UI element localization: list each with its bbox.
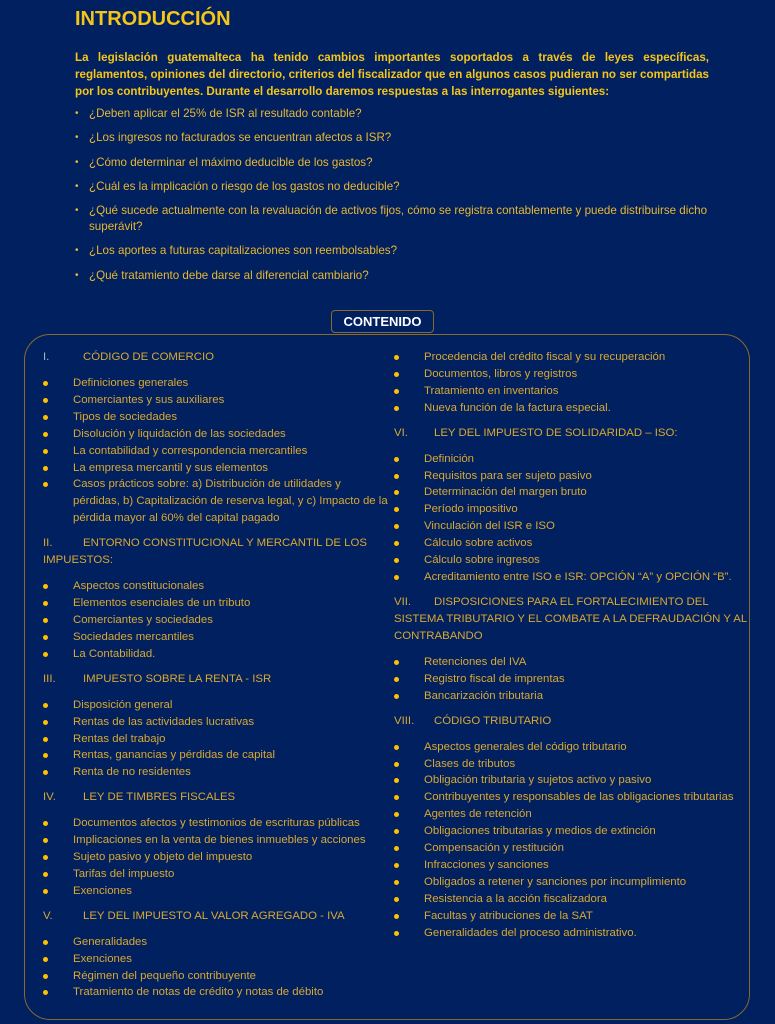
topic-text: Vinculación del ISR e ISO xyxy=(424,520,555,533)
bullet-icon xyxy=(43,974,48,979)
bullet-icon xyxy=(394,474,399,479)
bullet-icon xyxy=(43,652,48,657)
topic-item xyxy=(43,883,388,900)
topic-text: Generalidades del proceso administrativo. xyxy=(424,926,637,939)
topic-text: Sujeto pasivo y objeto del impuesto xyxy=(73,851,253,864)
bullet-icon xyxy=(43,737,48,742)
bullet-icon xyxy=(394,762,399,767)
topic-text: Tratamiento en inventarios xyxy=(424,384,559,397)
bullet-icon: • xyxy=(75,132,79,144)
topic-item xyxy=(43,629,388,646)
bullet-icon xyxy=(394,846,399,851)
section-title: ENTORNO CONSTITUCIONAL Y MERCANTIL DE LOS IMPUESTOS: xyxy=(43,537,367,567)
bullet-icon: • xyxy=(75,245,79,257)
topic-text: Facultas y atribuciones de la SAT xyxy=(424,909,593,922)
question-text: ¿Deben aplicar el 25% de ISR al resultado contable? xyxy=(89,107,362,120)
section-heading xyxy=(43,671,388,688)
topic-text: Sociedades mercantiles xyxy=(73,630,194,643)
section-number: I. xyxy=(43,351,50,363)
topic-item xyxy=(394,349,754,366)
topic-text: Clases de tributos xyxy=(424,757,516,770)
section-title: LEY DE TIMBRES FISCALES xyxy=(83,791,236,804)
section-number: V. xyxy=(43,909,53,922)
bullet-icon xyxy=(43,940,48,945)
topic-item xyxy=(43,392,388,409)
topic-item xyxy=(394,501,754,518)
section-heading xyxy=(43,535,388,569)
topic-item xyxy=(394,891,754,908)
topic-text: Obligación tributaria y sujetos activo y pasivo xyxy=(424,774,652,787)
topic-item xyxy=(43,460,388,477)
bullet-icon xyxy=(394,490,399,495)
topic-item xyxy=(394,569,754,586)
topic-text: Cálculo sobre activos xyxy=(424,537,533,550)
bullet-icon xyxy=(43,821,48,826)
topic-text: Agentes de retención xyxy=(424,808,532,821)
bullet-icon xyxy=(43,601,48,606)
bullet-icon xyxy=(394,406,399,411)
section-title: IMPUESTO SOBRE LA RENTA - ISR xyxy=(83,672,272,685)
intro-paragraph: La legislación guatemalteca ha tenido cambios importantes soportados a través de leyes específicas, reglamentos, opiniones del directorio, criterios del fiscalizador que en algunos casos pudieran no ser compartidas por los contribuyentes. Durante el desarrollo daremos respuestas a las interrogantes siguientes: xyxy=(75,51,709,98)
section-heading xyxy=(43,349,388,366)
bullet-icon xyxy=(394,745,399,750)
topic-list xyxy=(43,578,388,663)
question-text: ¿Los aportes a futuras capitalizaciones son reembolsables? xyxy=(89,244,398,258)
section-number: IV. xyxy=(43,791,56,804)
question-item xyxy=(75,243,715,259)
topic-item xyxy=(394,451,754,468)
topic-text: Procedencia del crédito fiscal y su recuperación xyxy=(424,351,666,363)
topic-text: Contribuyentes y responsables de las obligaciones tributarias xyxy=(424,791,734,804)
section-number: III. xyxy=(43,672,56,685)
topic-item xyxy=(43,426,388,443)
bullet-icon xyxy=(394,677,399,682)
bullet-icon: • xyxy=(75,269,79,281)
topic-item xyxy=(394,654,754,671)
bullet-icon xyxy=(43,381,48,386)
topic-text: Comerciantes y sus auxiliares xyxy=(73,393,225,406)
bullet-icon xyxy=(43,957,48,962)
bullet-icon xyxy=(394,812,399,817)
topic-text: Definiciones generales xyxy=(73,377,189,389)
bullet-icon: • xyxy=(75,156,79,168)
topic-text: Generalidades xyxy=(73,935,148,948)
question-item xyxy=(75,130,715,146)
topic-item xyxy=(394,468,754,485)
bullet-icon xyxy=(43,415,48,420)
question-item xyxy=(75,106,715,122)
section-heading xyxy=(394,594,754,645)
topic-text: Tipos de sociedades xyxy=(73,410,178,423)
question-text: ¿Qué tratamiento debe darse al diferencial cambiario? xyxy=(89,268,369,282)
section-number: VI. xyxy=(394,426,408,439)
bullet-icon xyxy=(43,432,48,437)
bullet-icon xyxy=(394,694,399,699)
topic-text: Rentas de las actividades lucrativas xyxy=(73,715,255,728)
topic-list xyxy=(394,451,754,586)
topic-item xyxy=(394,806,754,823)
bullet-icon xyxy=(394,778,399,783)
topic-item xyxy=(43,968,388,985)
topic-list xyxy=(43,697,388,782)
topic-text: Nueva función de la factura especial. xyxy=(424,401,611,414)
contenido-label: CONTENIDO xyxy=(331,310,434,333)
topic-item xyxy=(43,832,388,849)
topic-text: Rentas, ganancias y pérdidas de capital xyxy=(73,749,275,762)
topic-item xyxy=(394,535,754,552)
bullet-icon: • xyxy=(75,180,79,192)
section-title: DISPOSICIONES PARA EL FORTALECIMIENTO DEL SISTEMA TRIBUTARIO Y EL COMBATE A LA DEFRAUDACIÓN Y AL CONTRABANDO xyxy=(394,595,747,642)
topic-item xyxy=(394,925,754,942)
bullet-icon xyxy=(43,990,48,995)
section-title: CÓDIGO DE COMERCIO xyxy=(83,351,214,363)
questions-list xyxy=(75,106,715,292)
topic-list xyxy=(394,739,754,942)
bullet-icon xyxy=(394,829,399,834)
topic-item xyxy=(394,739,754,756)
topic-text: Disolución y liquidación de las sociedades xyxy=(73,427,286,440)
topic-item xyxy=(43,731,388,748)
topic-text: Renta de no residentes xyxy=(73,766,191,779)
bullet-icon xyxy=(43,482,48,487)
bullet-icon xyxy=(43,855,48,860)
topic-item xyxy=(394,518,754,535)
topic-text: Rentas del trabajo xyxy=(73,732,166,745)
topic-item xyxy=(43,578,388,595)
topic-text: Obligaciones tributarias y medios de extinción xyxy=(424,825,656,838)
topic-item xyxy=(394,688,754,705)
topic-item xyxy=(43,815,388,832)
topic-text: Casos prácticos sobre: a) Distribución de utilidades y pérdidas, b) Capitalización de reserva legal, y c) Impacto de la pérdida mayor al 60% del capital pagado xyxy=(73,478,388,525)
topic-item xyxy=(394,840,754,857)
bullet-icon xyxy=(394,558,399,563)
topic-text: Requisitos para ser sujeto pasivo xyxy=(424,469,592,482)
section-number: II. xyxy=(43,537,53,550)
topic-text: Período impositivo xyxy=(424,503,518,516)
topic-item xyxy=(394,857,754,874)
question-text: ¿Cuál es la implicación o riesgo de los gastos no deducible? xyxy=(89,179,400,193)
section-number: VII. xyxy=(394,595,412,608)
topic-item xyxy=(394,366,754,383)
topic-item xyxy=(394,772,754,789)
topic-text: La Contabilidad. xyxy=(73,647,156,660)
bullet-icon xyxy=(43,398,48,403)
bullet-icon xyxy=(43,720,48,725)
topic-item xyxy=(394,552,754,569)
topic-text: La empresa mercantil y sus elementos xyxy=(73,461,268,474)
section-heading xyxy=(43,789,388,806)
topic-text: Exenciones xyxy=(73,884,132,897)
bullet-icon xyxy=(394,880,399,885)
bullet-icon xyxy=(394,795,399,800)
topic-text: Disposición general xyxy=(73,698,173,711)
bullet-icon xyxy=(394,931,399,936)
topic-item xyxy=(394,908,754,925)
topic-item xyxy=(43,764,388,781)
contents-left-column xyxy=(43,349,388,1009)
section-title: CÓDIGO TRIBUTARIO xyxy=(434,714,552,727)
question-item xyxy=(75,155,715,171)
bullet-icon xyxy=(43,753,48,758)
topic-item xyxy=(43,409,388,426)
bullet-icon xyxy=(43,872,48,877)
topic-text: Infracciones y sanciones xyxy=(424,858,549,871)
bullet-icon xyxy=(43,635,48,640)
topic-text: Tratamiento de notas de crédito y notas de débito xyxy=(73,986,324,999)
bullet-icon xyxy=(394,541,399,546)
section-heading xyxy=(394,425,754,442)
bullet-icon xyxy=(394,457,399,462)
bullet-icon xyxy=(394,507,399,512)
topic-text: Comerciantes y sociedades xyxy=(73,613,213,626)
topic-item xyxy=(43,747,388,764)
bullet-icon: • xyxy=(75,205,79,217)
topic-item xyxy=(394,874,754,891)
topic-item xyxy=(394,823,754,840)
topic-item xyxy=(43,984,388,1001)
bullet-icon xyxy=(43,770,48,775)
question-item xyxy=(75,203,715,235)
bullet-icon xyxy=(43,889,48,894)
topic-item xyxy=(43,951,388,968)
topic-text: Aspectos generales del código tributario xyxy=(424,740,627,753)
topic-item xyxy=(394,671,754,688)
topic-text: Obligados a retener y sanciones por incumplimiento xyxy=(424,875,687,888)
topic-item xyxy=(43,866,388,883)
bullet-icon xyxy=(394,897,399,902)
bullet-icon xyxy=(394,660,399,665)
topic-text: Elementos esenciales de un tributo xyxy=(73,597,251,610)
topic-item xyxy=(43,697,388,714)
question-text: ¿Cómo determinar el máximo deducible de los gastos? xyxy=(89,155,373,169)
topic-item xyxy=(394,756,754,773)
bullet-icon xyxy=(394,863,399,868)
contents-right-column xyxy=(394,349,754,949)
topic-item xyxy=(394,484,754,501)
topic-list xyxy=(43,934,388,1002)
question-item xyxy=(75,268,715,284)
topic-item xyxy=(394,789,754,806)
topic-text: Exenciones xyxy=(73,952,132,965)
bullet-icon: • xyxy=(75,108,79,119)
topic-text: Definición xyxy=(424,452,475,465)
topic-item xyxy=(394,383,754,400)
bullet-icon xyxy=(394,575,399,580)
topic-text: La contabilidad y correspondencia mercantiles xyxy=(73,444,308,457)
bullet-icon xyxy=(394,372,399,377)
bullet-icon xyxy=(394,914,399,919)
topic-item xyxy=(43,375,388,392)
topic-item xyxy=(43,612,388,629)
question-item xyxy=(75,179,715,195)
topic-text: Cálculo sobre ingresos xyxy=(424,554,540,567)
bullet-icon xyxy=(43,703,48,708)
bullet-icon xyxy=(394,355,399,360)
topic-text: Bancarización tributaria xyxy=(424,689,544,702)
section-title: LEY DEL IMPUESTO AL VALOR AGREGADO - IVA xyxy=(83,909,345,922)
bullet-icon xyxy=(43,466,48,471)
section-heading xyxy=(394,713,754,730)
topic-item xyxy=(43,476,388,527)
section-heading xyxy=(43,908,388,925)
question-text: ¿Qué sucede actualmente con la revaluación de activos fijos, cómo se registra contablemente y puede distribuirse dicho superávit? xyxy=(89,204,708,234)
topic-item xyxy=(43,443,388,460)
topic-text: Régimen del pequeño contribuyente xyxy=(73,969,257,982)
bullet-icon xyxy=(43,449,48,454)
section-title: LEY DEL IMPUESTO DE SOLIDARIDAD – ISO: xyxy=(434,426,678,439)
topic-item xyxy=(43,714,388,731)
topic-text: Retenciones del IVA xyxy=(424,655,527,668)
topic-text: Documentos, libros y registros xyxy=(424,367,578,380)
bullet-icon xyxy=(43,584,48,589)
topic-list xyxy=(43,815,388,900)
bullet-icon xyxy=(43,838,48,843)
topic-text: Tarifas del impuesto xyxy=(73,867,175,880)
section-number: VIII. xyxy=(394,714,415,727)
bullet-icon xyxy=(394,524,399,529)
bullet-icon xyxy=(394,389,399,394)
topic-item xyxy=(43,934,388,951)
bullet-icon xyxy=(43,618,48,623)
question-text: ¿Los ingresos no facturados se encuentran afectos a ISR? xyxy=(89,131,392,145)
topic-list xyxy=(394,654,754,705)
topic-text: Resistencia a la acción fiscalizadora xyxy=(424,892,607,905)
topic-list xyxy=(43,375,388,527)
topic-item xyxy=(43,849,388,866)
topic-text: Acreditamiento entre ISO e ISR: OPCIÓN “A” y OPCIÓN “B”. xyxy=(424,570,732,583)
intro-title: INTRODUCCIÓN xyxy=(75,8,231,30)
topic-item xyxy=(43,595,388,612)
topic-text: Registro fiscal de imprentas xyxy=(424,672,565,685)
topic-text: Documentos afectos y testimonios de escrituras públicas xyxy=(73,817,360,830)
topic-text: Compensación y restitución xyxy=(424,842,564,855)
topic-text: Implicaciones en la venta de bienes inmuebles y acciones xyxy=(73,834,366,847)
topic-text: Aspectos constitucionales xyxy=(73,580,205,593)
topic-item xyxy=(394,400,754,417)
topic-item xyxy=(43,646,388,663)
topic-list xyxy=(394,349,754,417)
topic-text: Determinación del margen bruto xyxy=(424,486,587,499)
